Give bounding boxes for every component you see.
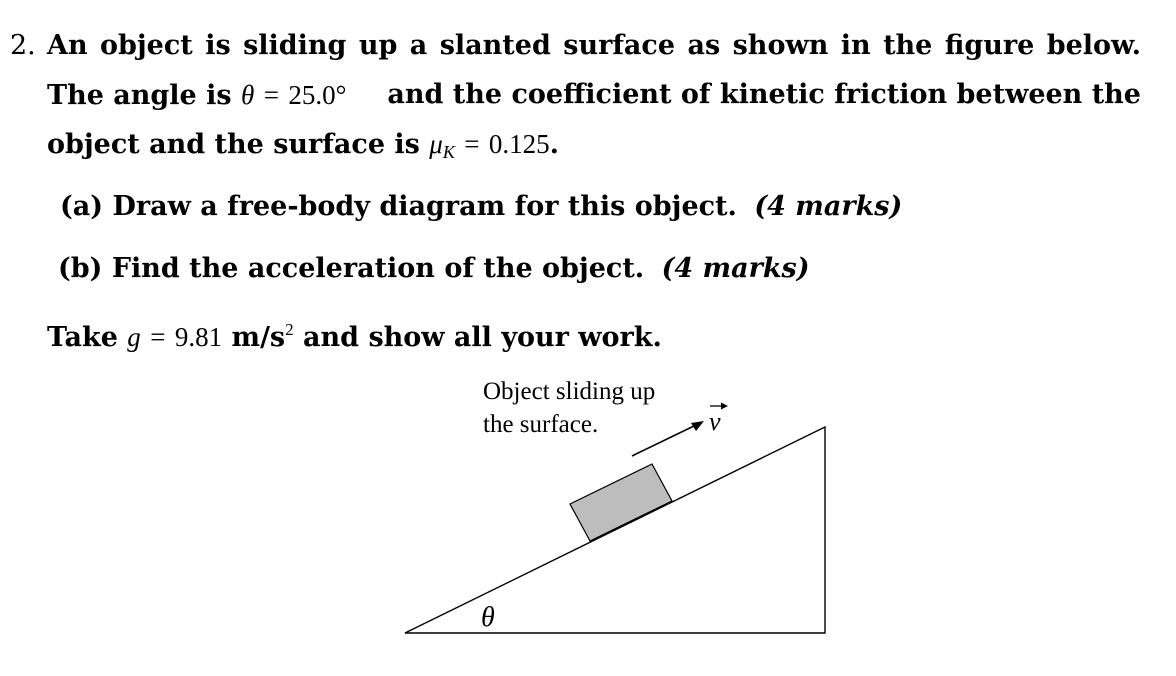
angle-value: 25.0°: [288, 80, 347, 110]
word: sliding: [243, 30, 347, 61]
angle-label: θ: [481, 602, 495, 633]
word: An: [47, 30, 88, 61]
equals-sign: =: [263, 80, 279, 110]
question-intro-line-3: object and the surface is $\mu_K = 0.125$.: [47, 129, 560, 162]
part-b-label: (b): [58, 253, 103, 284]
g-value: 9.81: [174, 322, 223, 352]
caption-line-2: the surface.: [483, 411, 599, 438]
mu-subscript: K: [442, 142, 455, 162]
mu-symbol: μ: [429, 129, 443, 159]
word: up: [358, 30, 398, 61]
take-g-line: Take g = 9.81 $m/s^2$ and show all your work.: [47, 320, 662, 353]
vector-label-arrow-head: [721, 403, 728, 410]
word: object: [100, 30, 193, 61]
word: figure: [944, 30, 1035, 61]
word: as: [687, 30, 721, 61]
word: shown: [732, 30, 829, 61]
part-a-label: (a): [60, 191, 104, 222]
caption-line-1: Object sliding up: [483, 378, 656, 405]
word: a: [409, 30, 428, 61]
incline-triangle: [405, 427, 825, 633]
velocity-arrow-head: [691, 421, 704, 431]
velocity-label: v: [709, 407, 721, 436]
part-b-text: Find the acceleration of the object.: [111, 253, 645, 284]
g-units: m/s: [231, 322, 286, 353]
part-a-marks: (4 marks): [754, 191, 903, 222]
part-b-marks: (4 marks): [661, 253, 810, 284]
word: the: [883, 30, 933, 61]
g-units-exponent: 2: [285, 320, 294, 339]
equals-sign: =: [464, 129, 480, 159]
part-a-text: Draw a free-body diagram for this object.: [112, 191, 737, 222]
theta-symbol: θ: [241, 80, 255, 110]
question-number: 2.: [10, 30, 36, 61]
equals-sign: =: [150, 322, 166, 352]
velocity-arrow-shaft: [632, 425, 696, 456]
friction-statement: and the coefficient of kinetic friction between the: [387, 79, 1141, 110]
g-symbol: g: [127, 322, 141, 352]
angle-statement: The angle is θ = 25.0°: [47, 80, 347, 111]
word: surface: [563, 30, 676, 61]
mu-value: 0.125: [488, 129, 550, 159]
word: is: [205, 30, 231, 61]
word: in: [840, 30, 871, 61]
sliding-block: [570, 464, 672, 541]
word: below.: [1046, 30, 1141, 61]
word: slanted: [439, 30, 551, 61]
